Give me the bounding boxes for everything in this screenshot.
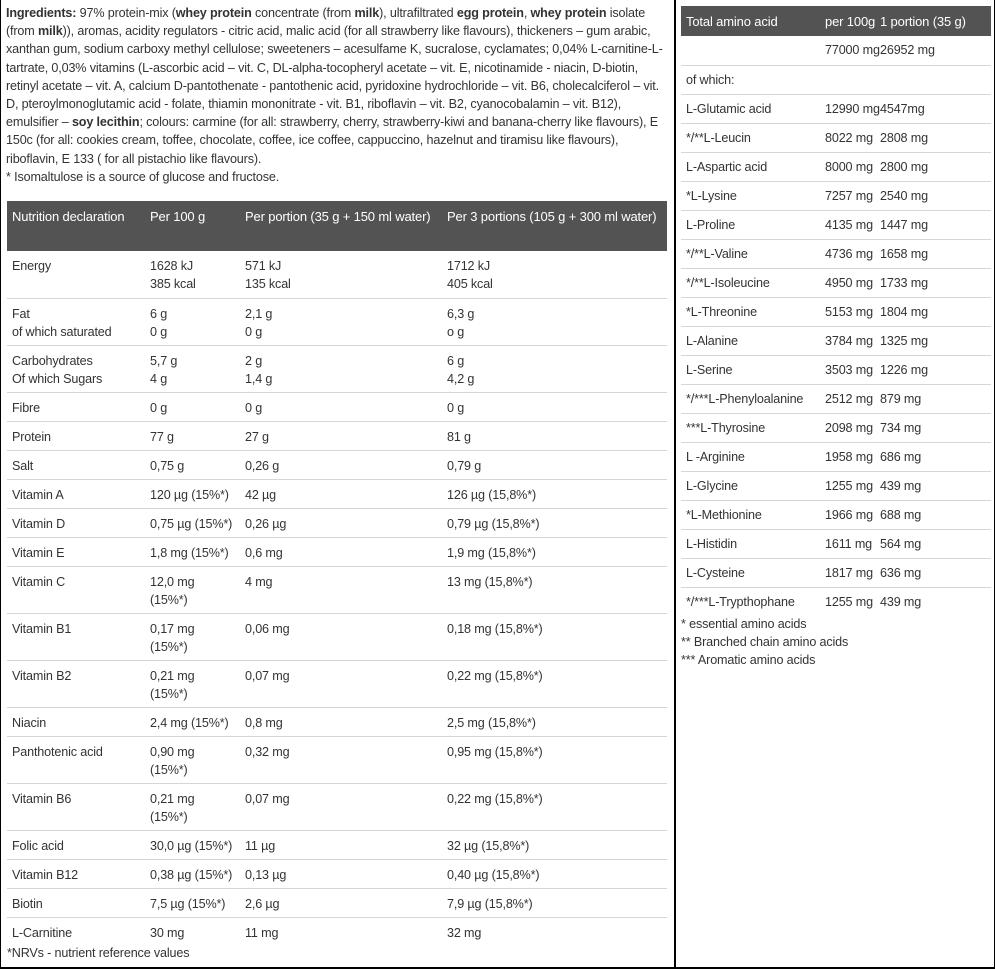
amino-name: */**L-Isoleucine bbox=[681, 268, 820, 297]
amino-name: ***L-Thyrosine bbox=[681, 413, 820, 442]
amino-per-100g: 77000 mg bbox=[820, 36, 875, 65]
amino-row bbox=[681, 413, 991, 442]
amino-row bbox=[681, 268, 991, 297]
amino-per-100g: 4135 mg bbox=[820, 210, 875, 239]
amino-name: */**L-Leucin bbox=[681, 123, 820, 152]
header-per-3-portions: Per 3 portions (105 g + 300 ml water) bbox=[442, 201, 667, 251]
allergen-highlight: whey protein bbox=[530, 6, 607, 20]
amino-per-100g: 8000 mg bbox=[820, 152, 875, 181]
value-per-portion: 2 g 1,4 g bbox=[240, 345, 442, 392]
value-per-3-portions: 13 mg (15,8%*) bbox=[442, 566, 667, 613]
amino-name: L-Alanine bbox=[681, 326, 820, 355]
amino-per-portion: 1658 mg bbox=[875, 239, 991, 268]
value-per-100g: 2,4 mg (15%*) bbox=[145, 707, 240, 736]
value-per-portion: 2,1 g 0 g bbox=[240, 298, 442, 345]
nutrition-row bbox=[7, 450, 667, 479]
nutrient-name: Vitamin D bbox=[7, 508, 145, 537]
nutrient-name: Folic acid bbox=[7, 830, 145, 859]
amino-per-portion bbox=[875, 65, 991, 94]
value-per-portion: 0,26 µg bbox=[240, 508, 442, 537]
value-per-3-portions: 81 g bbox=[442, 421, 667, 450]
amino-row bbox=[681, 36, 991, 65]
amino-per-100g: 1817 mg bbox=[820, 558, 875, 587]
amino-name: L -Arginine bbox=[681, 442, 820, 471]
value-per-3-portions: 0,79 g bbox=[442, 450, 667, 479]
value-per-100g: 0,75 g bbox=[145, 450, 240, 479]
value-per-100g: 0,21 mg (15%*) bbox=[145, 660, 240, 707]
amino-per-100g: 7257 mg bbox=[820, 181, 875, 210]
amino-name: *L-Threonine bbox=[681, 297, 820, 326]
amino-name: */**L-Valine bbox=[681, 239, 820, 268]
column-divider bbox=[674, 0, 676, 969]
value-per-100g: 77 g bbox=[145, 421, 240, 450]
nutrition-row bbox=[7, 508, 667, 537]
amino-per-100g: 4736 mg bbox=[820, 239, 875, 268]
nutrient-name: L-Carnitine bbox=[12, 925, 72, 940]
allergen-highlight: egg protein bbox=[456, 6, 524, 20]
nutrition-row bbox=[7, 888, 667, 917]
value-per-portion: 571 kJ 135 kcal bbox=[240, 251, 442, 298]
value-per-100g: 0 g bbox=[145, 392, 240, 421]
amino-per-portion: 1226 mg bbox=[875, 355, 991, 384]
nutrient-name: Vitamin A bbox=[7, 479, 145, 508]
amino-per-portion: 879 mg bbox=[875, 384, 991, 413]
nutrient-name: Vitamin B1 bbox=[7, 613, 145, 660]
value-per-100g: 0,38 µg (15%*) bbox=[145, 859, 240, 888]
amino-per-portion: 2540 mg bbox=[875, 181, 991, 210]
value-per-100g: 7,5 µg (15%*) bbox=[145, 888, 240, 917]
amino-per-100g: 1966 mg bbox=[820, 500, 875, 529]
amino-per-100g: 4950 mg bbox=[820, 268, 875, 297]
amino-per-portion: 636 mg bbox=[875, 558, 991, 587]
amino-name: L-Serine bbox=[681, 355, 820, 384]
value-per-3-portions: 0,22 mg (15,8%*) bbox=[442, 783, 667, 830]
nutrient-name: Vitamin B2 bbox=[7, 660, 145, 707]
amino-per-100g: 1255 mg bbox=[820, 471, 875, 500]
amino-row bbox=[681, 587, 991, 616]
amino-header-row bbox=[681, 6, 991, 36]
nutrition-row bbox=[7, 566, 667, 613]
amino-per-portion: 1733 mg bbox=[875, 268, 991, 297]
legend-branched: ** Branched chain amino acids bbox=[681, 635, 849, 649]
amino-per-100g: 8022 mg bbox=[820, 123, 875, 152]
value-per-3-portions: 0,95 mg (15,8%*) bbox=[442, 736, 667, 783]
ingredient-text: 97% protein-mix ( bbox=[76, 6, 176, 20]
amino-per-100g: 12990 mg bbox=[820, 94, 875, 123]
amino-per-portion: 564 mg bbox=[875, 529, 991, 558]
amino-row bbox=[681, 123, 991, 152]
value-per-3-portions: 0,22 mg (15,8%*) bbox=[442, 660, 667, 707]
nutrient-name: Biotin bbox=[7, 888, 145, 917]
amino-per-portion: 4547mg bbox=[875, 94, 991, 123]
header-nutrition-declaration: Nutrition declaration bbox=[7, 201, 145, 251]
value-per-portion: 11 µg bbox=[240, 830, 442, 859]
value-per-100g: 30,0 µg (15%*) bbox=[145, 830, 240, 859]
amino-name: L-Histidin bbox=[681, 529, 820, 558]
value-per-portion: 0,6 mg bbox=[240, 537, 442, 566]
header-per-100g: per 100g bbox=[820, 6, 875, 36]
nutrient-name: Fat of which saturated bbox=[7, 298, 145, 345]
value-per-portion: 42 µg bbox=[240, 479, 442, 508]
value-per-100g: 120 µg (15%*) bbox=[145, 479, 240, 508]
amino-row bbox=[681, 384, 991, 413]
nrv-footnote: *NRVs - nutrient reference values bbox=[7, 946, 190, 960]
value-per-portion: 0,07 mg bbox=[240, 660, 442, 707]
amino-row bbox=[681, 355, 991, 384]
header-1-portion: 1 portion (35 g) bbox=[875, 6, 991, 36]
amino-name bbox=[681, 36, 820, 65]
value-per-100g: 30 mg bbox=[150, 925, 185, 940]
amino-per-portion: 26952 mg bbox=[875, 36, 991, 65]
value-per-100g: 0,75 µg (15%*) bbox=[145, 508, 240, 537]
nutrition-row bbox=[7, 736, 667, 783]
amino-per-100g: 1958 mg bbox=[820, 442, 875, 471]
amino-per-100g: 2512 mg bbox=[820, 384, 875, 413]
value-per-3-portions: 1712 kJ 405 kcal bbox=[442, 251, 667, 298]
amino-name: L-Glycine bbox=[681, 471, 820, 500]
amino-row bbox=[681, 181, 991, 210]
amino-per-portion: 439 mg bbox=[875, 471, 991, 500]
amino-name: L-Proline bbox=[681, 210, 820, 239]
value-per-3-portions: 1,9 mg (15,8%*) bbox=[442, 537, 667, 566]
value-per-3-portions: 126 µg (15,8%*) bbox=[442, 479, 667, 508]
nutrition-row bbox=[7, 660, 667, 707]
nutrient-name: Protein bbox=[7, 421, 145, 450]
legend-essential: * essential amino acids bbox=[681, 617, 807, 631]
allergen-highlight: soy lecithin bbox=[71, 115, 140, 130]
amino-name: */***L-Trypthophane bbox=[686, 594, 795, 609]
amino-row bbox=[681, 471, 991, 500]
amino-row bbox=[681, 442, 991, 471]
nutrition-row bbox=[7, 298, 667, 345]
value-per-100g: 1628 kJ 385 kcal bbox=[145, 251, 240, 298]
value-per-3-portions: 6 g 4,2 g bbox=[442, 345, 667, 392]
allergen-highlight: whey protein bbox=[175, 6, 252, 20]
value-per-portion: 0,32 mg bbox=[240, 736, 442, 783]
value-per-portion: 2,6 µg bbox=[240, 888, 442, 917]
amino-row bbox=[681, 297, 991, 326]
value-per-portion: 0,26 g bbox=[240, 450, 442, 479]
allergen-highlight: milk bbox=[354, 6, 380, 20]
ingredient-text: )), aromas, acidity regulators - citric acid, malic acid (for all strawberry like flavours), thickeners – gum arabic, xanthan gum, sodium carboxy methyl cellulose; sweeteners – acesulfame K, sucralose, cyclamates; 0,04% L-carnitine-L-tartrate, 0,03% vitamins (L-ascorbic acid – vit. C, DL-alpha-tocopheryl acetate – vit. E, nicotinamide - niacin, D-biotin, retinyl acetate – vit. A, calcium D-pantothenate - pantothenic acid, pyridoxine hydrochloride – vit. B6, cholecalciferol – vit. D, pteroylmonoglutamic acid - folate, thiamin mononitrate - vit. B1, riboflavin – vit. B2, cyanocobalamin – vit. B12), emulsifier – bbox=[6, 24, 663, 130]
allergen-highlight: Ingredients: bbox=[6, 6, 77, 20]
amino-row bbox=[681, 152, 991, 181]
value-per-100g: 0,90 mg (15%*) bbox=[145, 736, 240, 783]
nutrient-name: Panthotenic acid bbox=[7, 736, 145, 783]
nutrient-name: Fibre bbox=[7, 392, 145, 421]
ingredient-text: ; colours: carmine (for all: strawberry, cherry, strawberry-kiwi and banana-cherry like flavours), E 150c (for all: cookies cream, toffee, chocolate, coffee, ice coffee, cappuccino, hazelnut and tiramisu like flavours), riboflavin, E 133 ( for all pistachio like flavours). * Isomaltulose is a source of glucose and fructose. bbox=[6, 115, 658, 184]
nutrition-row bbox=[7, 783, 667, 830]
nutrient-name: Salt bbox=[7, 450, 145, 479]
value-per-portion: 0,06 mg bbox=[240, 613, 442, 660]
amino-name: *L-Lysine bbox=[681, 181, 820, 210]
nutrition-row bbox=[7, 421, 667, 450]
value-per-3-portions: 2,5 mg (15,8%*) bbox=[442, 707, 667, 736]
nutrient-name: Niacin bbox=[7, 707, 145, 736]
value-per-3-portions: 0,18 mg (15,8%*) bbox=[442, 613, 667, 660]
amino-name: *L-Methionine bbox=[681, 500, 820, 529]
amino-per-portion: 2800 mg bbox=[875, 152, 991, 181]
amino-row bbox=[681, 558, 991, 587]
amino-row bbox=[681, 326, 991, 355]
value-per-100g: 12,0 mg (15%*) bbox=[145, 566, 240, 613]
legend-aromatic: *** Aromatic amino acids bbox=[681, 653, 816, 667]
nutrient-name: Vitamin C bbox=[7, 566, 145, 613]
amino-per-100g: 3784 mg bbox=[820, 326, 875, 355]
amino-row bbox=[681, 239, 991, 268]
value-per-100g: 0,21 mg (15%*) bbox=[145, 783, 240, 830]
value-per-100g: 5,7 g 4 g bbox=[145, 345, 240, 392]
ingredients-text bbox=[6, 4, 670, 186]
header-per-portion: Per portion (35 g + 150 ml water) bbox=[240, 201, 442, 251]
nutrition-row bbox=[7, 392, 667, 421]
allergen-highlight: milk bbox=[37, 24, 63, 39]
nutrition-row bbox=[7, 537, 667, 566]
amino-per-100g: 1255 mg bbox=[825, 594, 873, 609]
value-per-3-portions: 0,40 µg (15,8%*) bbox=[442, 859, 667, 888]
value-per-3-portions: 32 µg (15,8%*) bbox=[442, 830, 667, 859]
nutrition-table bbox=[7, 201, 667, 946]
ingredient-text: , bbox=[523, 6, 531, 20]
ingredient-text: concentrate (from bbox=[251, 6, 355, 20]
nutrient-name: Carbohydrates Of which Sugars bbox=[7, 345, 145, 392]
value-per-3-portions: 0 g bbox=[442, 392, 667, 421]
nutrition-row bbox=[7, 345, 667, 392]
nutrient-name: Energy bbox=[7, 251, 145, 298]
value-per-3-portions: 32 mg bbox=[447, 925, 482, 940]
amino-row bbox=[681, 500, 991, 529]
value-per-portion: 11 mg bbox=[245, 925, 279, 940]
nutrition-row bbox=[7, 613, 667, 660]
nutrition-header-row bbox=[7, 201, 667, 251]
nutrition-row bbox=[7, 830, 667, 859]
amino-per-portion: 2808 mg bbox=[875, 123, 991, 152]
amino-per-portion: 1325 mg bbox=[875, 326, 991, 355]
amino-acid-table bbox=[681, 6, 991, 616]
value-per-100g: 0,17 mg (15%*) bbox=[145, 613, 240, 660]
amino-per-100g: 1611 mg bbox=[820, 529, 875, 558]
header-per-100g: Per 100 g bbox=[145, 201, 240, 251]
amino-per-portion: 686 mg bbox=[875, 442, 991, 471]
value-per-100g: 1,8 mg (15%*) bbox=[145, 537, 240, 566]
amino-row bbox=[681, 94, 991, 123]
amino-name: of which: bbox=[681, 65, 820, 94]
amino-per-portion: 734 mg bbox=[875, 413, 991, 442]
amino-per-portion: 439 mg bbox=[880, 594, 922, 609]
amino-per-portion: 1447 mg bbox=[875, 210, 991, 239]
nutrition-row bbox=[7, 917, 667, 946]
nutrient-name: Vitamin B12 bbox=[7, 859, 145, 888]
value-per-3-portions: 0,79 µg (15,8%*) bbox=[442, 508, 667, 537]
nutrient-name: Vitamin B6 bbox=[7, 783, 145, 830]
value-per-3-portions: 6,3 g o g bbox=[442, 298, 667, 345]
amino-per-100g: 2098 mg bbox=[820, 413, 875, 442]
amino-name: L-Glutamic acid bbox=[681, 94, 820, 123]
value-per-portion: 0,07 mg bbox=[240, 783, 442, 830]
amino-per-100g bbox=[820, 65, 875, 94]
nutrition-row bbox=[7, 251, 667, 298]
amino-row bbox=[681, 529, 991, 558]
value-per-portion: 4 mg bbox=[240, 566, 442, 613]
nutrition-row bbox=[7, 859, 667, 888]
amino-name: L-Aspartic acid bbox=[681, 152, 820, 181]
value-per-portion: 27 g bbox=[240, 421, 442, 450]
value-per-portion: 0,8 mg bbox=[240, 707, 442, 736]
amino-per-100g: 3503 mg bbox=[820, 355, 875, 384]
value-per-3-portions: 7,9 µg (15,8%*) bbox=[442, 888, 667, 917]
amino-per-100g: 5153 mg bbox=[820, 297, 875, 326]
nutrition-row bbox=[7, 479, 667, 508]
ingredient-text: isolate (from bbox=[6, 6, 646, 39]
amino-row bbox=[681, 65, 991, 94]
nutrient-name: Vitamin E bbox=[7, 537, 145, 566]
ingredient-text: ), ultrafiltrated bbox=[379, 6, 457, 20]
amino-per-portion: 1804 mg bbox=[875, 297, 991, 326]
amino-per-portion: 688 mg bbox=[875, 500, 991, 529]
amino-row bbox=[681, 210, 991, 239]
value-per-100g: 6 g 0 g bbox=[145, 298, 240, 345]
amino-name: L-Cysteine bbox=[681, 558, 820, 587]
amino-name: */***L-Phenyloalanine bbox=[681, 384, 820, 413]
header-total-amino-acid: Total amino acid bbox=[681, 6, 820, 36]
nutrition-row bbox=[7, 707, 667, 736]
value-per-portion: 0 g bbox=[240, 392, 442, 421]
value-per-portion: 0,13 µg bbox=[240, 859, 442, 888]
amino-legend bbox=[681, 615, 848, 669]
